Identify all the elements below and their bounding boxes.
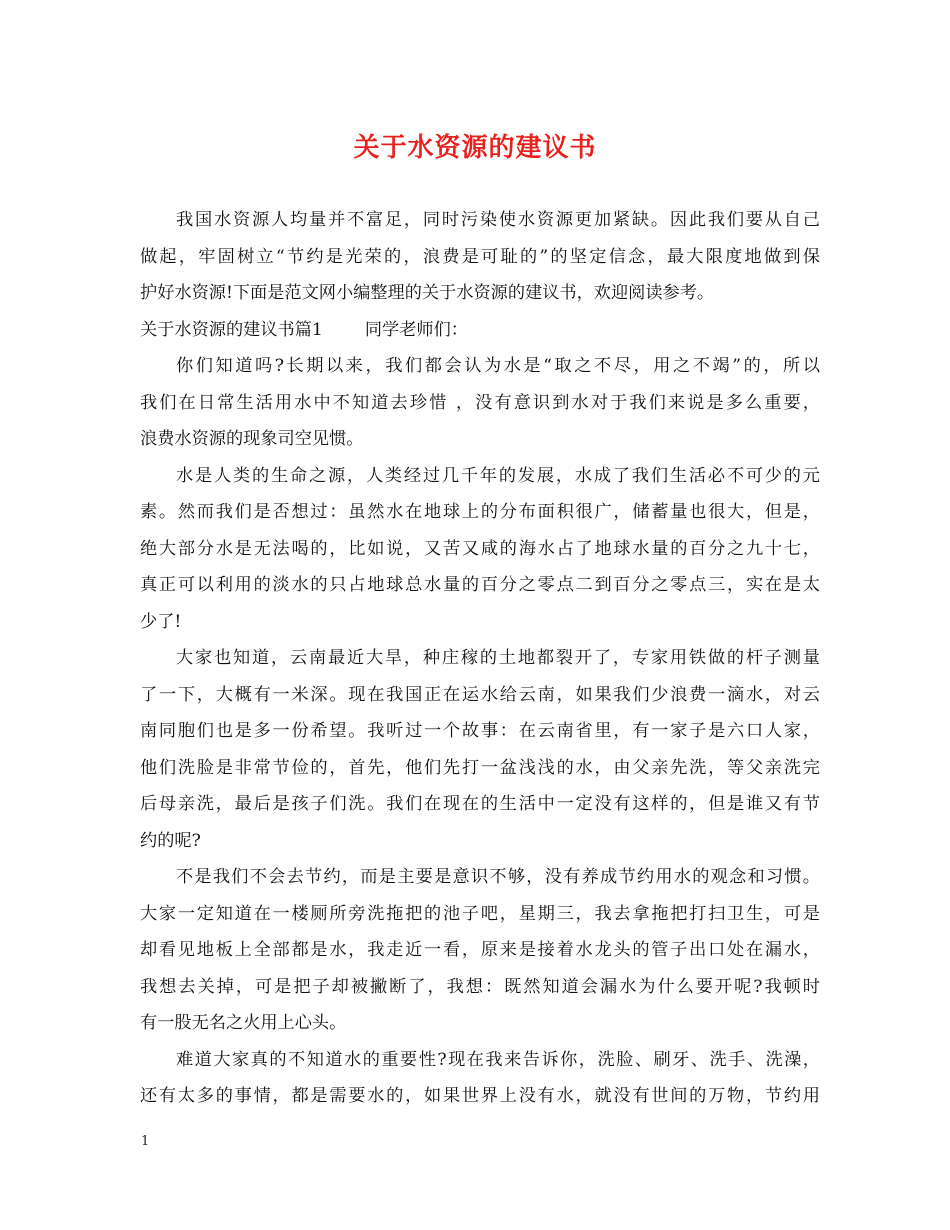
paragraph-line: 水是人类的生命之源，人类经过几千年的发展，水成了我们生活必不可少的元 [176,465,820,486]
paragraph-line: 我想去关掉，可是把子却被撇断了，我想：既然知道会漏水为什么要开呢?我顿时 [140,976,820,997]
section-heading-line [140,312,820,349]
paragraph-line: 素。然而我们是否想过：虽然水在地球上的分布面积很广，储蓄量也很大，但是， [140,502,820,522]
page-number: 1 [141,1134,150,1149]
paragraph-line: 我们在日常生活用水中不知道去珍惜 ，没有意识到水对于我们来说是多么重要， [140,392,820,413]
paragraph-line: 做起，牢固树立“节约是光荣的，浪费是可耻的”的坚定信念，最大限度地做到保 [140,246,820,267]
paragraph-line: 却看见地板上全部都是水，我走近一看，原来是接着水龙头的管子出口处在漏水， [140,940,820,960]
salutation: 同学老师们： [364,319,468,340]
document-body [140,202,820,1115]
paragraph-line: 少了! [140,611,182,632]
paragraph-line: 南同胞们也是多一份希望。我听过一个故事：在云南省里，有一家子是六口人家， [140,721,820,741]
paragraph-line: 我国水资源人均量并不富足，同时污染使水资源更加紧缺。因此我们要从自己 [176,210,820,230]
paragraph-line: 后母亲洗，最后是孩子们洗。我们在现在的生活中一定没有这样的，但是谁又有节 [140,794,820,814]
paragraph-line: 浪费水资源的现象司空见惯。 [140,429,364,449]
paragraph-line: 大家也知道，云南最近大旱，种庄稼的土地都裂开了，专家用铁做的杆子测量 [176,648,820,668]
paragraph-line: 他们洗脸是非常节俭的，首先，他们先打一盆浅浅的水，由父亲先洗，等父亲洗完 [140,757,820,778]
paragraph-line: 护好水资源!下面是范文网小编整理的关于水资源的建议书，欢迎阅读参考。 [140,283,715,303]
paragraph-line: 你们知道吗?长期以来，我们都会认为水是“取之不尽，用之不竭”的，所以 [176,356,820,376]
paragraph-line: 了一下，大概有一米深。现在我国正在运水给云南，如果我们少浪费一滴水，对云 [140,684,820,705]
document-title: 关于水资源的建议书 [353,133,597,163]
paragraph-line: 难道大家真的不知道水的重要性?现在我来告诉你，洗脸、刷牙、洗手、洗澡， [176,1049,820,1070]
paragraph-line: 不是我们不会去节约，而是主要是意识不够，没有养成节约用水的观念和习惯。 [176,867,820,887]
paragraph-line: 绝大部分水是无法喝的，比如说，又苦又咸的海水占了地球水量的百分之九十七， [140,538,820,559]
paragraph-line: 有一股无名之火用上心头。 [140,1013,347,1033]
paragraph-line: 约的呢? [140,830,201,851]
paragraph-line: 大家一定知道在一楼厕所旁洗拖把的池子吧，星期三，我去拿拖把打扫卫生，可是 [140,903,820,924]
paragraph-line: 还有太多的事情，都是需要水的，如果世界上没有水，就没有世间的万物，节约用 [140,1086,820,1106]
section-heading: 关于水资源的建议书篇1 [140,319,323,340]
paragraph-line: 真正可以利用的淡水的只占地球总水量的百分之零点二到百分之零点三，实在是太 [140,575,820,595]
